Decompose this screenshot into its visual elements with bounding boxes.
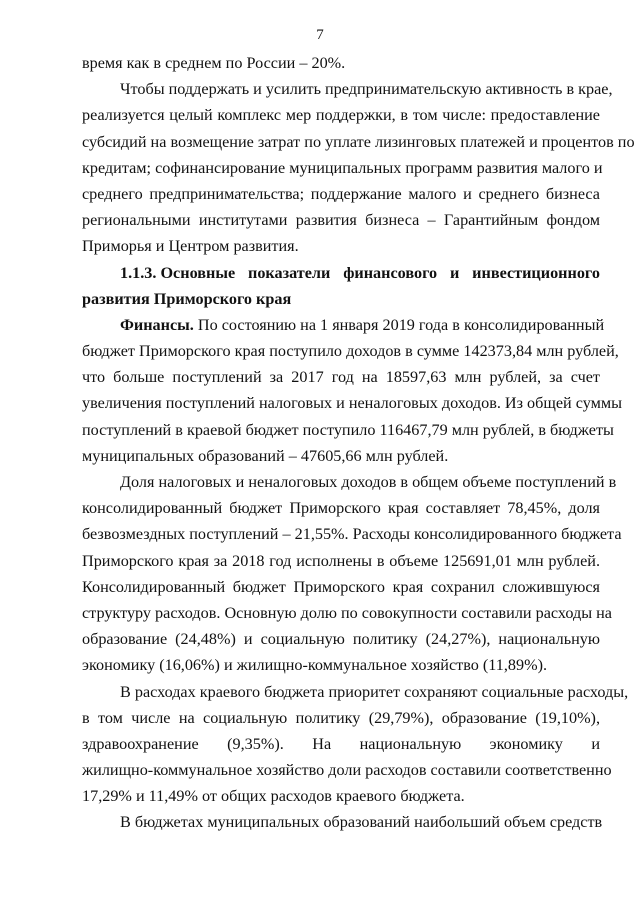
text-line: структуру расходов. Основную долю по совокупности составили расходы на — [82, 603, 612, 622]
text-line: в том числе на социальную политику (29,79%), образование (19,10%), — [82, 708, 600, 727]
section-heading-line1 — [82, 260, 600, 286]
heading-word: 1.1.3. Основные — [120, 263, 236, 282]
heading-word: инвестиционного — [472, 263, 600, 282]
text-line: 17,29% и 11,49% от общих расходов краевого бюджета. — [82, 787, 465, 806]
text-line: образование (24,48%) и социальную политику (24,27%), национальную — [82, 630, 600, 649]
text-line: среднего предпринимательства; поддержание малого и среднего бизнеса — [82, 184, 600, 203]
text-line: Приморского края за 2018 год исполнены в объеме 125691,01 млн рублей. — [82, 551, 600, 570]
text-line: бюджет Приморского края поступило доходов в сумме 142373,84 млн рублей, — [82, 342, 619, 361]
finance-label: Финансы. — [120, 315, 194, 334]
heading-word: и — [449, 263, 460, 282]
text-line: кредитам; софинансирование муниципальных программ развития малого и — [82, 158, 603, 177]
text-line: здравоохранение (9,35%). На национальную экономику и — [82, 734, 600, 753]
text-line: консолидированный бюджет Приморского края составляет 78,45%, доля — [82, 499, 600, 518]
text-line: время как в среднем по России – 20%. — [82, 54, 346, 72]
text-line: Консолидированный бюджет Приморского края сохранил сложившуюся — [82, 577, 600, 596]
text-line: экономику (16,06%) и жилищно-коммунальное хозяйство (11,89%). — [82, 656, 548, 675]
finance-first-line — [82, 312, 605, 338]
text-line: жилищно-коммунальное хозяйство доли расходов составили соответственно — [82, 761, 612, 780]
text-line: реализуется целый комплекс мер поддержки, в том числе: предоставление — [82, 106, 600, 125]
heading-word: финансового — [343, 263, 438, 282]
text-line: увеличения поступлений налоговых и неналоговых доходов. Из общей суммы — [82, 394, 622, 413]
body-text — [82, 50, 635, 836]
finance-paragraphs — [82, 338, 629, 836]
text-line: Чтобы поддержать и усилить предпринимательскую активность в крае, — [120, 80, 613, 99]
text-line: что больше поступлений за 2017 год на 18597,63 млн рублей, за счет — [82, 368, 600, 387]
text-line: В расходах краевого бюджета приоритет сохраняют социальные расходы, — [120, 682, 629, 701]
page-number: 7 — [316, 27, 324, 43]
text-line: безвозмездных поступлений – 21,55%. Расходы консолидированного бюджета — [82, 525, 622, 544]
intro-paragraphs — [82, 50, 635, 260]
text-line: Приморья и Центром развития. — [82, 237, 299, 256]
text-line: региональными институтами развития бизнеса – Гарантийным фондом — [82, 211, 600, 230]
text-line: В бюджетах муниципальных образований наибольший объем средств — [120, 813, 603, 832]
text-line: муниципальных образований – 47605,66 млн рублей. — [82, 446, 449, 465]
text-line: поступлений в краевой бюджет поступило 116467,79 млн рублей, в бюджеты — [82, 420, 614, 439]
section-heading-line2: развития Приморского края — [82, 289, 292, 308]
text-line: Доля налоговых и неналоговых доходов в общем объеме поступлений в — [120, 473, 617, 491]
heading-word: показатели — [248, 263, 331, 282]
text-line: субсидий на возмещение затрат по уплате лизинговых платежей и процентов по — [82, 132, 635, 151]
finance-first-text: По состоянию на 1 января 2019 года в консолидированный — [193, 315, 605, 334]
